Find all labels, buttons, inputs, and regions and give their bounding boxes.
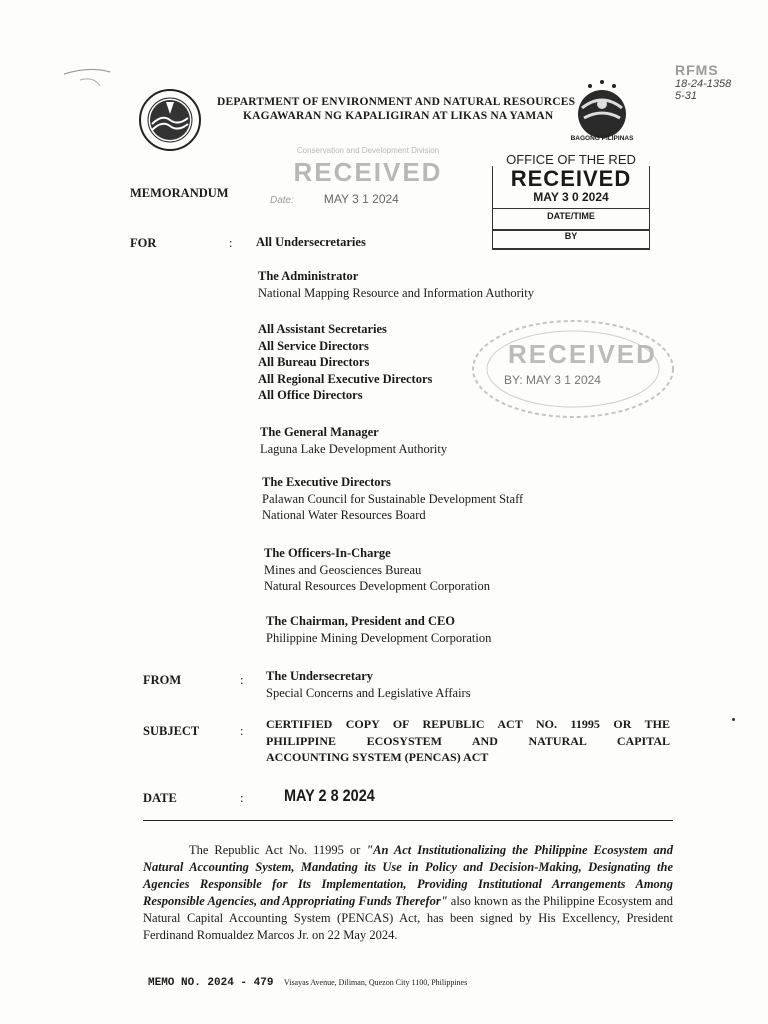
recipient-group — [258, 321, 432, 404]
dept-name-en: DEPARTMENT OF ENVIRONMENT AND NATURAL RESOURCES — [217, 96, 576, 108]
stamp-by-label: BY — [492, 229, 650, 241]
for-label: FOR — [130, 236, 157, 250]
denr-seal-icon — [138, 88, 202, 152]
stamp-by-label: BY: — [504, 373, 523, 387]
received-stamp-gray — [262, 146, 474, 224]
recipient-line: All Regional Executive Directors — [258, 371, 433, 386]
from-colon: : — [240, 673, 244, 687]
recipient-group — [256, 234, 366, 251]
recipient-line: The General Manager — [260, 425, 379, 439]
recipient-line: The Officers-In-Charge — [264, 546, 391, 560]
stamp-received-text: RECEIVED — [293, 157, 443, 187]
rfms-stamp — [675, 62, 745, 147]
recipient-group — [264, 545, 490, 595]
stamp-received-text: RECEIVED — [510, 166, 632, 191]
scan-mark — [60, 64, 130, 104]
from-label: FROM — [143, 673, 182, 687]
recipient-line: Natural Resources Development Corporation — [264, 579, 490, 593]
scan-dot — [732, 718, 735, 721]
from-office: Special Concerns and Legislative Affairs — [266, 685, 471, 700]
recipient-line: Mines and Geosciences Bureau — [264, 562, 422, 577]
recipient-group — [266, 613, 491, 646]
date-colon: : — [240, 791, 244, 805]
recipient-group — [260, 424, 447, 457]
recipient-line: The Chairman, President and CEO — [266, 614, 456, 628]
subject-label: SUBJECT — [143, 724, 200, 738]
subject-colon: : — [240, 724, 244, 738]
from-title: The Undersecretary — [266, 669, 374, 683]
received-stamp-round — [468, 315, 678, 423]
bagong-pilipinas-label: BAGONG PILIPINAS — [570, 135, 634, 142]
recipient-line: Philippine Mining Development Corporation — [266, 630, 492, 645]
recipient-line: Palawan Council for Sustainable Development Staff — [262, 491, 524, 506]
recipient-line: All Undersecretaries — [256, 235, 366, 249]
rfms-note-2: 5-31 — [675, 90, 698, 102]
memo-body — [143, 842, 673, 944]
memo-number: MEMO NO. 2024 - 479 — [148, 977, 274, 989]
date-label: DATE — [143, 791, 177, 805]
divider-line — [143, 820, 673, 821]
dept-name-fil: KAGAWARAN NG KAPALIGIRAN AT LIKAS NA YAMAN — [243, 110, 554, 122]
recipient-line: All Bureau Directors — [258, 355, 370, 369]
date-stamp-value: MAY 2 8 2024 — [284, 786, 375, 805]
subject-text — [266, 716, 670, 766]
body-pre: The Republic Act No. 11995 or — [189, 843, 367, 857]
subject-line: CERTIFIED COPY OF REPUBLIC ACT NO. 11995 OR THE — [266, 717, 670, 731]
stamp-date: MAY 3 0 2024 — [533, 190, 609, 204]
recipient-line: All Service Directors — [258, 338, 369, 353]
recipient-line: The Executive Directors — [262, 475, 391, 489]
recipient-line: All Office Directors — [258, 388, 363, 402]
for-colon: : — [229, 236, 233, 250]
footer-address: Visayas Avenue, Diliman, Quezon City 1100, Philippines — [283, 978, 468, 987]
subject-line: PHILIPPINE ECOSYSTEM AND NATURAL CAPITAL — [266, 733, 670, 748]
recipient-line: The Administrator — [258, 269, 359, 283]
stamp-office-label: Conservation and Development Division — [296, 146, 440, 155]
rfms-title: RFMS — [675, 62, 719, 78]
stamp-office: OFFICE OF THE RED — [506, 152, 636, 167]
stamp-date-label: Date: — [270, 195, 294, 206]
body-paragraph — [143, 842, 673, 944]
department-name — [217, 95, 575, 123]
body-post: also known as the Philippine Ecosystem and Natural Capital Accounting System (PENCAS) Act, has been signed by His Excellency, President Ferdinand Romualdez Marcos Jr. on 22 May 2024. — [143, 894, 673, 942]
stamp-date: MAY 3 1 2024 — [323, 192, 399, 206]
recipient-line: National Water Resources Board — [262, 508, 426, 522]
rfms-note-1: 18-24-1358 — [675, 78, 732, 90]
memorandum-label: MEMORANDUM — [130, 186, 229, 200]
from-block — [266, 668, 471, 701]
act-title: "An Act Institutionalizing the Philippine Ecosystem and Natural Accounting System, Mandating its Use in Policy and Decision-Making, Designating the Agencies Responsible for Its Implementation, Providing Institutional Arrangements Among Responsible Agencies, and Appropriating Funds Therefor" — [143, 843, 673, 908]
recipient-group — [258, 268, 534, 301]
recipient-line: National Mapping Resource and Information Authority — [258, 285, 534, 300]
stamp-received-text: RECEIVED — [508, 339, 657, 369]
stamp-datetime-label: DATE/TIME — [492, 208, 650, 221]
received-stamp-red — [492, 152, 650, 250]
subject-line: ACCOUNTING SYSTEM (PENCAS) ACT — [266, 750, 489, 764]
recipient-line: All Assistant Secretaries — [258, 322, 387, 336]
recipient-line: Laguna Lake Development Authority — [260, 441, 448, 456]
recipient-group — [262, 474, 523, 524]
footer — [148, 977, 467, 989]
stamp-date: MAY 3 1 2024 — [526, 373, 601, 387]
